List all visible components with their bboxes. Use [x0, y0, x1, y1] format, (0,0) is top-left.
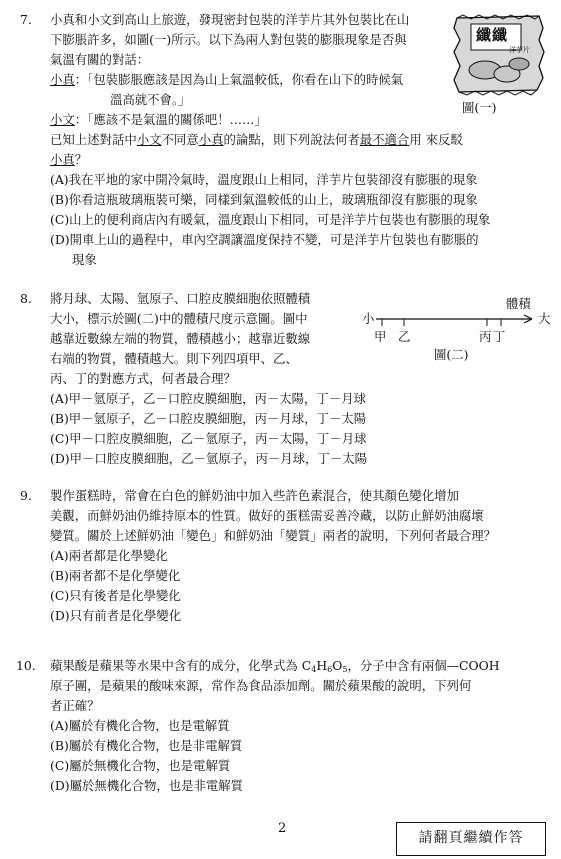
chip-bag-illustration: [449, 12, 549, 96]
q10-option-b[interactable]: (B)屬於有機化合物，也是非電解質: [50, 738, 243, 753]
q7-stem-line-4: [50, 130, 463, 150]
q7-stem-line-1: 小真和小文到高山上旅遊，發現密封包裝的洋芋片其外包裝比在山: [50, 12, 410, 27]
marker-yi: 乙: [398, 329, 411, 344]
chip-bag-icon: [449, 12, 549, 96]
q10-option-c[interactable]: (C)屬於無機化合物，也是電解質: [50, 758, 231, 773]
chip-brand-text: 纖纖: [476, 26, 509, 44]
q8-option-a[interactable]: (A)甲－氫原子，乙－口腔皮膜細胞，丙－太陽，丁－月球: [50, 391, 366, 406]
axis-title: 體積: [506, 296, 531, 311]
q7-stem-line-2: 下膨脹許多，如圖(一)所示。以下為兩人對包裝的膨脹現象是否與: [50, 32, 407, 47]
question-number: 10.: [16, 658, 36, 673]
axis-left-label: 小: [362, 311, 375, 326]
q7-stem-line-3: 氣溫有關的對話：: [50, 52, 150, 67]
continue-note: [396, 822, 546, 856]
axis-right-label: 大: [538, 311, 551, 326]
q7-dialogue-1: [50, 70, 403, 90]
q8-option-b[interactable]: (B)甲－氫原子，乙－口腔皮膜細胞，丙－月球，丁－太陽: [50, 411, 367, 426]
continue-note-text: 請翻頁繼續作答: [418, 830, 524, 847]
text: 不同意: [161, 132, 199, 147]
question-number: 9.: [20, 488, 32, 503]
subscript: 4: [311, 665, 317, 674]
text: 用 來反駁: [409, 132, 463, 147]
q9-stem-line-1: 製作蛋糕時，常會在白色的鮮奶油中加入些許色素混合，使其顏色變化增加: [50, 488, 459, 503]
q10-option-d[interactable]: (D)屬於無機化合物，也是非電解質: [50, 778, 244, 793]
q9-option-a[interactable]: (A)兩者都是化學變化: [50, 548, 168, 563]
subscript: 6: [327, 665, 333, 674]
text: 的論點，則下列說法何者: [223, 132, 360, 147]
marker-jia: 甲: [374, 329, 387, 344]
q8-stem-line-5: 丙、丁的對應方式，何者最合理？: [50, 371, 236, 386]
q7-dialogue-1-cont: 溫高就不會。」: [110, 92, 191, 107]
dialogue-text: ：「應該不是氣溫的關係吧！……」: [74, 112, 267, 127]
q7-option-d-cont[interactable]: 現象: [72, 252, 97, 267]
speaker-name: 小真: [50, 72, 75, 87]
q8-stem-line-4: 右端的物質，體積越大。則下列四項甲、乙、: [50, 351, 298, 366]
speaker-name: 小文: [50, 112, 75, 127]
q9-option-d[interactable]: (D)只有前者是化學變化: [50, 608, 182, 623]
marker-bing: 丙: [479, 329, 492, 344]
q7-stem-line-5: [50, 150, 87, 170]
subscript: 5: [342, 665, 348, 674]
text: O: [332, 658, 343, 673]
q7-option-b[interactable]: (B)你看這瓶玻璃瓶裝可樂，同樣到氣溫較低的山上，玻璃瓶卻沒有膨脹的現象: [50, 192, 478, 207]
text: ，分子中含有兩個—COOH: [347, 658, 500, 673]
q8-option-c[interactable]: (C)甲－口腔皮膜細胞，乙－氫原子，丙－太陽，丁－月球: [50, 431, 367, 446]
q9-option-b[interactable]: (B)兩者都不是化學變化: [50, 568, 181, 583]
question-number: 8.: [20, 291, 32, 306]
q9-stem-line-2: 美觀，而鮮奶油仍維持原本的性質。做好的蛋糕需妥善冷藏，以防止鮮奶油腐壞: [50, 508, 484, 523]
q8-stem-line-2: 大小，標示於圖(二)中的體積尺度示意圖。圖中: [50, 311, 308, 326]
q10-stem-line-3: 者正確？: [50, 698, 100, 713]
figure-2-caption: 圖(二): [434, 347, 469, 362]
speaker-name: 小真: [50, 152, 75, 167]
q9-option-c[interactable]: (C)只有後者是化學變化: [50, 588, 181, 603]
figure-1-caption: 圖(一): [462, 100, 497, 115]
speaker-name: 小真: [198, 132, 224, 147]
q7-option-d[interactable]: (D)開車上山的過程中，車內空調讓溫度保持不變，可是洋芋片包裝也有膨脹的: [50, 232, 479, 247]
q8-stem-line-3: 越靠近數線左端的物質，體積越小；越靠近數線: [50, 331, 311, 346]
q7-dialogue-2: [50, 110, 267, 130]
q9-stem-line-3: 變質。關於上述鮮奶油「變色」和鮮奶油「變質」兩者的說明，下列何者最合理？: [50, 528, 497, 543]
q10-option-a[interactable]: (A)屬於有機化合物，也是電解質: [50, 718, 230, 733]
text: H: [316, 658, 328, 673]
q8-option-d[interactable]: (D)甲－口腔皮膜細胞，乙－氫原子，丙－月球，丁－太陽: [50, 451, 367, 466]
text: ？: [74, 152, 88, 167]
marker-ding: 丁: [493, 329, 506, 344]
page-number: 2: [278, 821, 287, 836]
question-number: 7.: [20, 12, 32, 27]
dialogue-text: ：「包裝膨脹應該是因為山上氣溫較低，你看在山下的時候氣: [74, 72, 404, 87]
q8-stem-line-1: 將月球、太陽、氫原子、口腔皮膜細胞依照體積: [50, 291, 311, 306]
emphasis-text: 最不適合: [359, 132, 410, 147]
text: 已知上述對話中: [50, 132, 137, 147]
q7-option-a[interactable]: (A)我在平地的家中開冷氣時，溫度跟山上相同，洋芋片包裝卻沒有膨脹的現象: [50, 172, 478, 187]
q7-option-c[interactable]: (C)山上的便利商店內有暖氣，溫度跟山下相同，可是洋芋片包裝也有膨脹的現象: [50, 212, 491, 227]
volume-scale-figure: [362, 296, 557, 368]
chip-sub-text: 洋芋片: [509, 46, 530, 54]
q10-stem-line-1: [50, 656, 500, 676]
q10-stem-line-2: 原子團，是蘋果的酸味來源，常作為食品添加劑。關於蘋果酸的說明，下列何: [50, 678, 472, 693]
speaker-name: 小文: [136, 132, 162, 147]
text: 蘋果酸是蘋果等水果中含有的成分，化學式為 C: [50, 658, 312, 673]
